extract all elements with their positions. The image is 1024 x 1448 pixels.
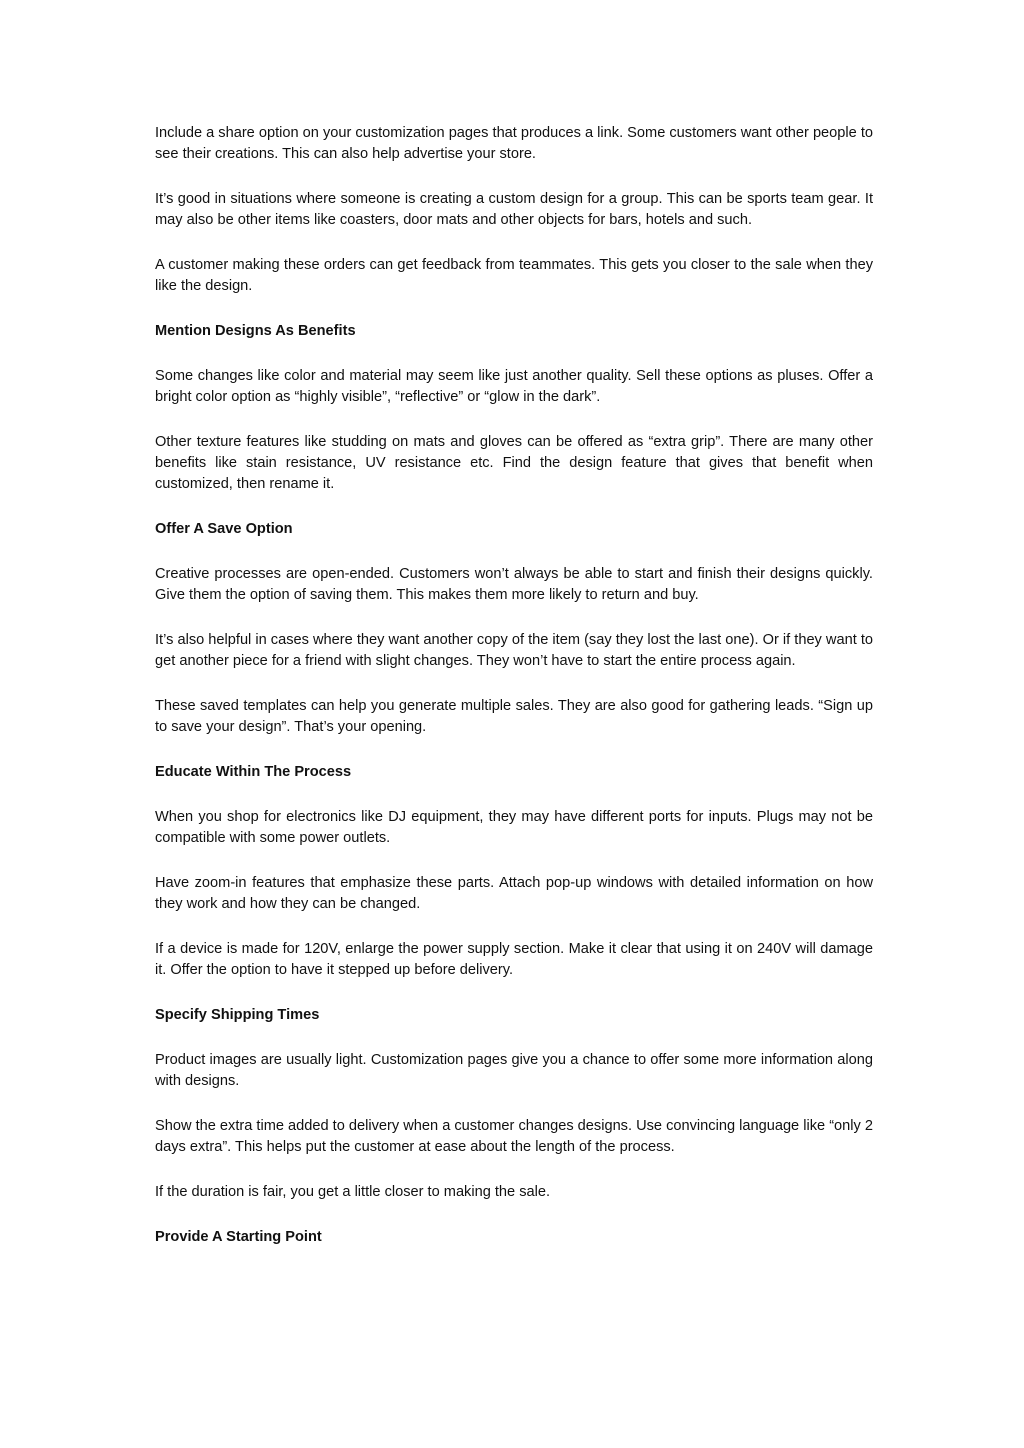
section-heading: Mention Designs As Benefits	[155, 323, 356, 339]
section-heading: Provide A Starting Point	[155, 1229, 322, 1245]
document-page	[155, 123, 873, 1272]
paragraph: These saved templates can help you generate multiple sales. They are also good for gathering leads. “Sign up to save your design”. That’s your opening.	[155, 698, 873, 735]
paragraph: A customer making these orders can get feedback from teammates. This gets you closer to the sale when they like the design.	[155, 257, 873, 294]
section-heading: Offer A Save Option	[155, 521, 293, 537]
paragraph: When you shop for electronics like DJ equipment, they may have different ports for inputs. Plugs may not be compatible with some power outlets.	[155, 809, 873, 846]
paragraph: It’s also helpful in cases where they want another copy of the item (say they lost the last one). Or if they want to get another piece for a friend with slight changes. They won’t have to start the entire process again.	[155, 632, 873, 669]
paragraph: Have zoom-in features that emphasize these parts. Attach pop-up windows with detailed information on how they work and how they can be changed.	[155, 875, 873, 912]
paragraph: Show the extra time added to delivery when a customer changes designs. Use convincing language like “only 2 days extra”. This helps put the customer at ease about the length of the process.	[155, 1118, 873, 1155]
paragraph: If the duration is fair, you get a little closer to making the sale.	[155, 1184, 551, 1200]
paragraph: Product images are usually light. Customization pages give you a chance to offer some more information along with designs.	[155, 1052, 873, 1089]
paragraph: Other texture features like studding on mats and gloves can be offered as “extra grip”. There are many other benefits like stain resistance, UV resistance etc. Find the design feature that gives that benefit when customized, then rename it.	[155, 434, 873, 492]
paragraph: Include a share option on your customization pages that produces a link. Some customers want other people to see their creations. This can also help advertise your store.	[155, 125, 873, 162]
paragraph: Some changes like color and material may seem like just another quality. Sell these options as pluses. Offer a bright color option as “highly visible”, “reflective” or “glow in the dark”.	[155, 368, 873, 405]
paragraph: Creative processes are open-ended. Customers won’t always be able to start and finish their designs quickly. Give them the option of saving them. This makes them more likely to return and buy.	[155, 566, 873, 603]
paragraph: It’s good in situations where someone is creating a custom design for a group. This can be sports team gear. It may also be other items like coasters, door mats and other objects for bars, hotels and such.	[155, 191, 873, 228]
paragraph: If a device is made for 120V, enlarge the power supply section. Make it clear that using it on 240V will damage it. Offer the option to have it stepped up before delivery.	[155, 941, 873, 978]
section-heading: Specify Shipping Times	[155, 1007, 320, 1023]
section-heading: Educate Within The Process	[155, 764, 352, 780]
